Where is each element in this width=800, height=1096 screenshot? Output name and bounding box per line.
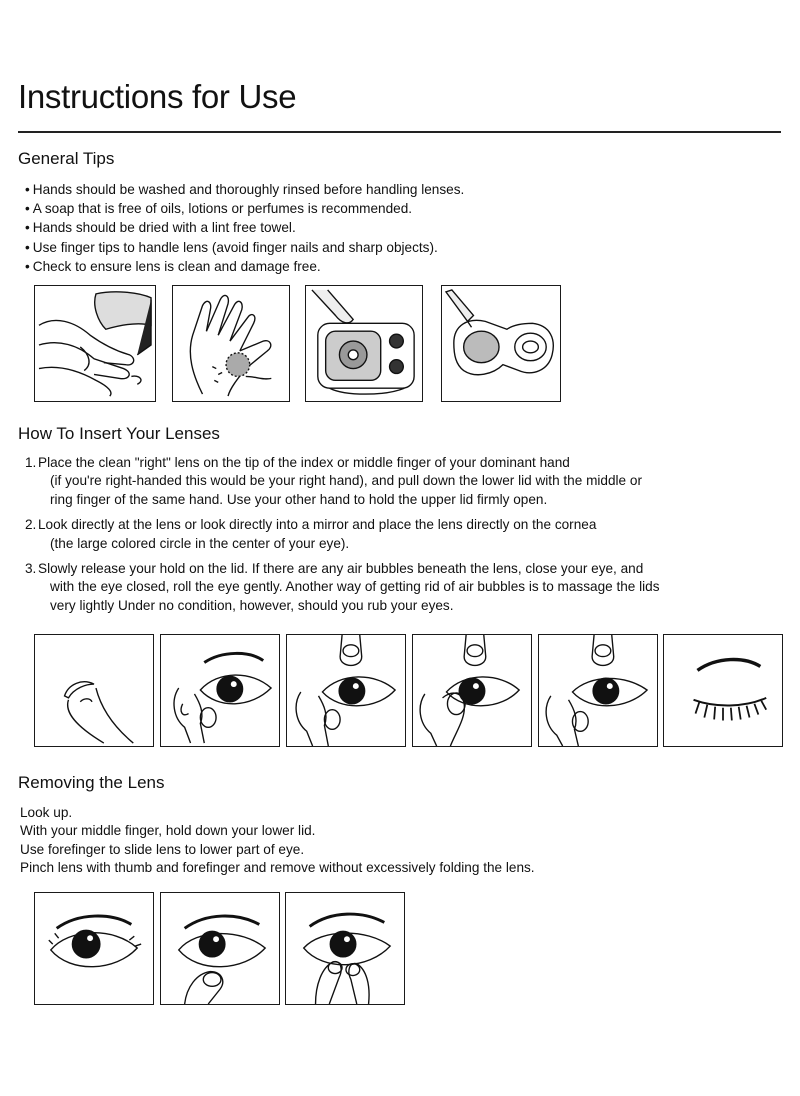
hold-lid-illustration bbox=[160, 892, 280, 1005]
closed-eye-illustration bbox=[663, 634, 783, 747]
removing-heading: Removing the Lens bbox=[18, 773, 165, 792]
step-text-cont: with the eye closed, roll the eye gently. Another way of getting rid of air bubbles is to massage the lids bbox=[50, 579, 660, 595]
place-lens-illustration-1 bbox=[286, 634, 406, 747]
step-text-cont: very lightly Under no condition, however, should you rub your eyes. bbox=[50, 597, 454, 613]
dry-hands-illustration bbox=[172, 285, 290, 402]
general-tips-list bbox=[25, 180, 464, 276]
insert-step bbox=[25, 560, 765, 615]
look-up-illustration bbox=[34, 892, 154, 1005]
insert-step bbox=[25, 516, 765, 553]
step-text-first: Place the clean "right" lens on the tip of the index or middle finger of your dominant hand bbox=[38, 455, 570, 470]
lens-on-finger-illustration bbox=[34, 634, 154, 747]
step-text-cont: ring finger of the same hand. Use your other hand to hold the upper lid firmly open. bbox=[50, 491, 548, 507]
step-text-first: Look directly at the lens or look directly into a mirror and place the lens directly on the cornea bbox=[38, 517, 597, 533]
title-divider bbox=[18, 131, 781, 133]
place-lens-illustration-2 bbox=[412, 634, 532, 747]
step-number: 1. bbox=[25, 455, 37, 470]
removing-line: Pinch lens with thumb and forefinger and remove without excessively folding the lens. bbox=[20, 860, 535, 876]
tip-item: • Use finger tips to handle lens (avoid finger nails and sharp objects). bbox=[25, 238, 464, 257]
step-number: 3. bbox=[25, 561, 37, 577]
tip-item: • Hands should be dried with a lint free towel. bbox=[25, 218, 464, 237]
step-number: 2. bbox=[25, 517, 37, 533]
tip-item: • Check to ensure lens is clean and damage free. bbox=[25, 257, 464, 276]
pull-lid-illustration bbox=[160, 634, 280, 747]
step-text-cont: (if you're right-handed this would be your right hand), and pull down the lower lid with the middle or bbox=[50, 473, 642, 489]
step-text-cont: (the large colored circle in the center of your eye). bbox=[50, 535, 350, 551]
lens-case-illustration bbox=[305, 285, 423, 402]
tip-item: • Hands should be washed and thoroughly rinsed before handling lenses. bbox=[25, 180, 464, 199]
removing-line: With your middle finger, hold down your lower lid. bbox=[20, 823, 316, 839]
wash-hands-illustration bbox=[34, 285, 156, 402]
page-title: Instructions for Use bbox=[18, 78, 297, 115]
step-text-first: Slowly release your hold on the lid. If there are any air bubbles beneath the lens, close your eye, and bbox=[38, 561, 644, 577]
pinch-lens-illustration bbox=[285, 892, 405, 1005]
fill-case-illustration bbox=[441, 285, 561, 402]
insert-heading: How To Insert Your Lenses bbox=[18, 424, 220, 443]
general-tips-heading: General Tips bbox=[18, 149, 115, 168]
removing-line: Look up. bbox=[20, 805, 73, 820]
tip-item: • A soap that is free of oils, lotions or perfumes is recommended. bbox=[25, 199, 464, 218]
removing-steps bbox=[20, 804, 535, 878]
removing-line: Use forefinger to slide lens to lower part of eye. bbox=[20, 841, 305, 857]
release-lid-illustration bbox=[538, 634, 658, 747]
insert-step bbox=[25, 454, 765, 509]
insert-steps-list bbox=[25, 454, 765, 622]
